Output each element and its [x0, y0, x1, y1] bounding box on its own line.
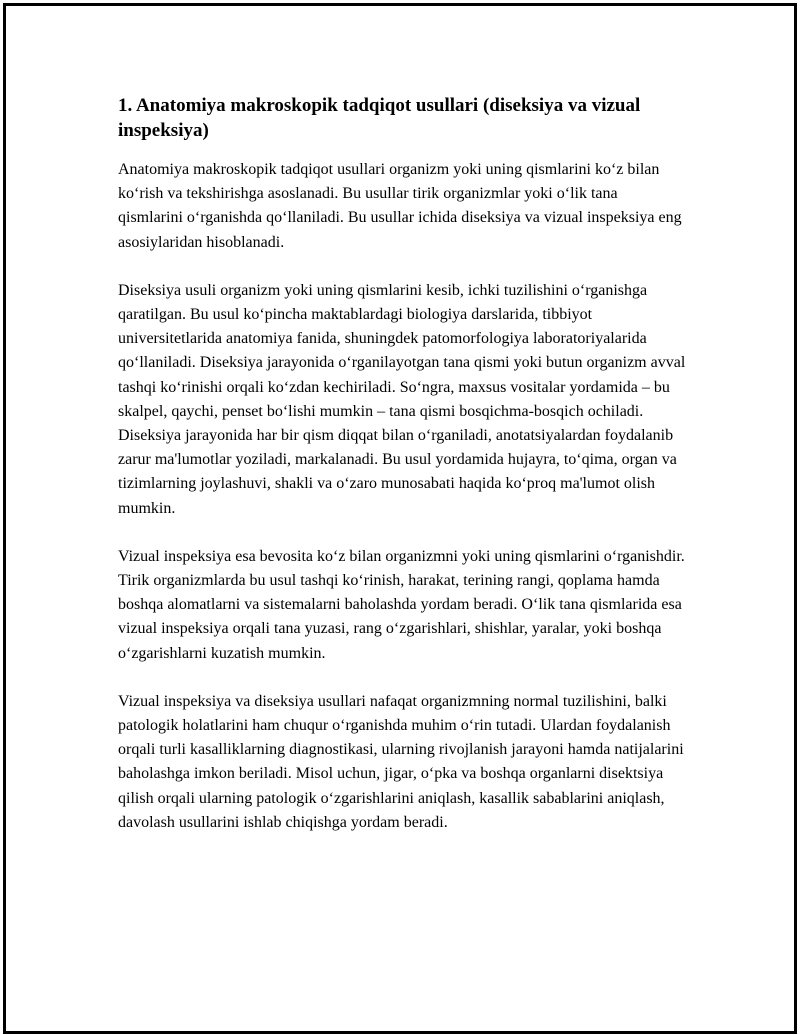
document-body [118, 93, 686, 859]
paragraph-visual-inspection: Vizual inspeksiya esa bevosita ko‘z bilan organizmni yoki uning qismlarini o‘rganishdir. Tirik organizmlarda bu usul tashqi ko‘rinish, harakat, terining rangi, qoplama hamda boshqa alomatlarni va sistemalarni baholashda yordam beradi. O‘lik tana qismlarida esa vizual inspeksiya orqali tana yuzasi, rang o‘zgarishlari, shishlar, yaralar, yoki boshqa o‘zgarishlarni kuzatish mumkin. [118, 547, 685, 662]
section-heading: 1. Anatomiya makroskopik tadqiqot usullari (diseksiya va vizual inspeksiya) [118, 95, 641, 141]
paragraph-conclusion: Vizual inspeksiya va diseksiya usullari nafaqat organizmning normal tuzilishini, balki patologik holatlarini ham chuqur o‘rganishda muhim o‘rin tutadi. Ulardan foydalanish orqali turli kasalliklarning diagnostikasi, ularning rivojlanish jarayoni hamda natijalarini baholashga imkon beriladi. Misol uchun, jigar, o‘pka va boshqa organlarni disektsiya qilish orqali ularning patologik o‘zgarishlarini aniqlash, kasallik sabablarini aniqlash, davolash usullarini ishlab chiqishga yordam beradi. [118, 692, 684, 831]
paragraph-dissection: Diseksiya usuli organizm yoki uning qismlarini kesib, ichki tuzilishini o‘rganishga qaratilgan. Bu usul ko‘pincha maktablardagi biologiya darslarida, tibbiyot universitetlarida anatomiya fanida, shuningdek patomorfologiya laboratoriyalarida qo‘llaniladi. Diseksiya jarayonida o‘rganilayotgan tana qismi yoki butun organizm avval tashqi ko‘rinishi orqali ko‘zdan kechiriladi. So‘ngra, maxsus vositalar yordamida – bu skalpel, qaychi, penset bo‘lishi mumkin – tana qismi bosqichma-bosqich ochiladi. Diseksiya jarayonida har bir qism diqqat bilan o‘rganiladi, anotatsiyalardan foydalanib zarur ma'lumotlar yoziladi, markalanadi. Bu usul yordamida hujayra, to‘qima, organ va tizimlarning joylashuvi, shakli va o‘zaro munosabati haqida ko‘proq ma'lumot olish mumkin. [118, 281, 686, 517]
paragraph-intro: Anatomiya makroskopik tadqiqot usullari organizm yoki uning qismlarini ko‘z bilan ko‘rish va tekshirishga asoslanadi. Bu usullar tirik organizmlar yoki o‘lik tana qismlarini o‘rganishda qo‘llaniladi. Bu usullar ichida diseksiya va vizual inspeksiya eng asosiylaridan hisoblanadi. [118, 161, 682, 251]
